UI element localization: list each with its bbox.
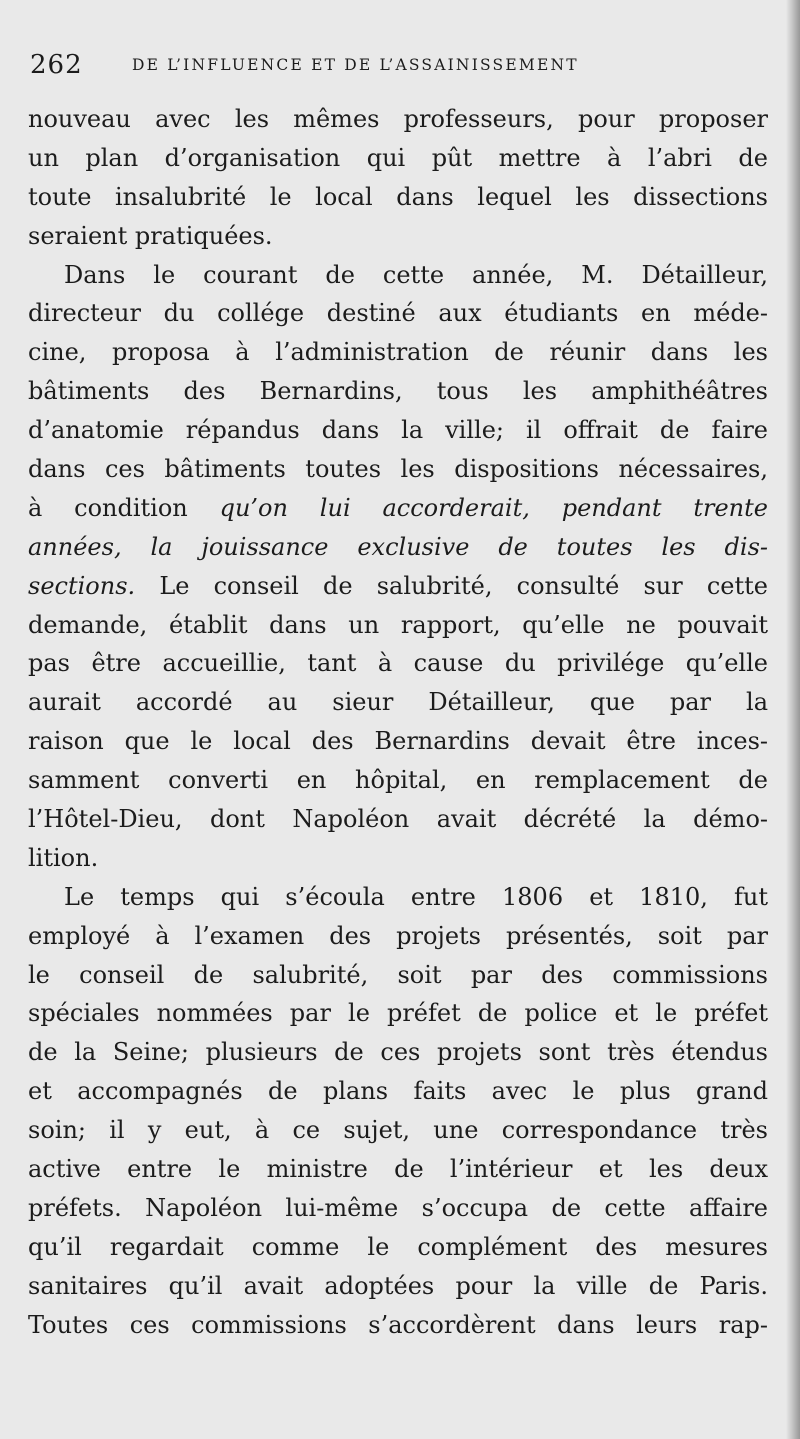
text-line-31: sanitaires qu’il avait adoptées pour la ville de Paris. <box>28 1271 768 1300</box>
text-line-27: soin; il y eut, à ce sujet, une correspondance très <box>28 1116 768 1145</box>
text-line-18: samment converti en hôpital, en remplacement de <box>28 766 768 795</box>
text-line-9: d’anatomie répandus dans la ville; il offrait de faire <box>28 416 768 445</box>
text-line-22: employé à l’examen des projets présentés, soit par <box>28 921 768 950</box>
text-line-4: seraient pratiquées. <box>28 221 273 250</box>
running-head <box>30 44 770 84</box>
body-text <box>28 100 768 1345</box>
text-line-13-roman: Le conseil de salubrité, consulté sur cette <box>159 571 768 600</box>
page-number: 262 <box>30 50 83 80</box>
text-line-25: de la Seine; plusieurs de ces projets sont très étendus <box>28 1038 768 1067</box>
text-line-13 <box>28 567 768 606</box>
text-line-1: nouveau avec les mêmes professeurs, pour proposer <box>28 105 768 133</box>
text-line-19: l’Hôtel-Dieu, dont Napoléon avait décrété la démo- <box>28 805 768 834</box>
text-line-7: cine, proposa à l’administration de réunir dans les <box>28 338 768 367</box>
text-line-10: dans ces bâtiments toutes les dispositions nécessaires, <box>28 455 768 484</box>
text-line-3: toute insalubrité le local dans lequel les dissections <box>28 182 768 211</box>
text-line-21: Le temps qui s’écoula entre 1806 et 1810, fut <box>64 882 768 911</box>
text-line-28: active entre le ministre de l’intérieur et les deux <box>28 1155 768 1184</box>
text-line-11-italic: qu’on lui accorderait, pendant trente <box>219 493 768 522</box>
text-line-14: demande, établit dans un rapport, qu’elle ne pouvait <box>28 610 768 639</box>
text-line-8: bâtiments des Bernardins, tous les amphithéâtres <box>28 377 768 406</box>
text-line-13-italic: sections. <box>28 571 136 600</box>
text-line-11 <box>28 489 768 528</box>
text-line-15: pas être accueillie, tant à cause du privilége qu’elle <box>28 649 768 678</box>
running-title: DE L’INFLUENCE ET DE L’ASSAINISSEMENT <box>132 56 579 74</box>
text-line-12: années, la jouissance exclusive de toutes les dis- <box>28 532 768 561</box>
text-line-26: et accompagnés de plans faits avec le plus grand <box>28 1077 768 1106</box>
text-line-2: un plan d’organisation qui pût mettre à l’abri de <box>28 143 768 172</box>
text-line-16: aurait accordé au sieur Détailleur, que par la <box>28 688 768 717</box>
text-line-32: Toutes ces commissions s’accordèrent dans leurs rap- <box>28 1310 768 1339</box>
text-line-17: raison que le local des Bernardins devait être inces- <box>28 727 768 756</box>
text-line-20: lition. <box>28 843 99 872</box>
text-line-11-roman: à condition <box>28 493 188 522</box>
text-line-6: directeur du collége destiné aux étudiants en méde- <box>28 299 768 328</box>
text-line-29: préfets. Napoléon lui-même s’occupa de cette affaire <box>28 1193 768 1222</box>
text-line-30: qu’il regardait comme le complément des mesures <box>28 1232 768 1261</box>
text-line-24: spéciales nommées par le préfet de police et le préfet <box>28 999 768 1028</box>
text-line-5: Dans le courant de cette année, M. Détailleur, <box>64 260 768 289</box>
text-line-23: le conseil de salubrité, soit par des commissions <box>28 960 768 989</box>
